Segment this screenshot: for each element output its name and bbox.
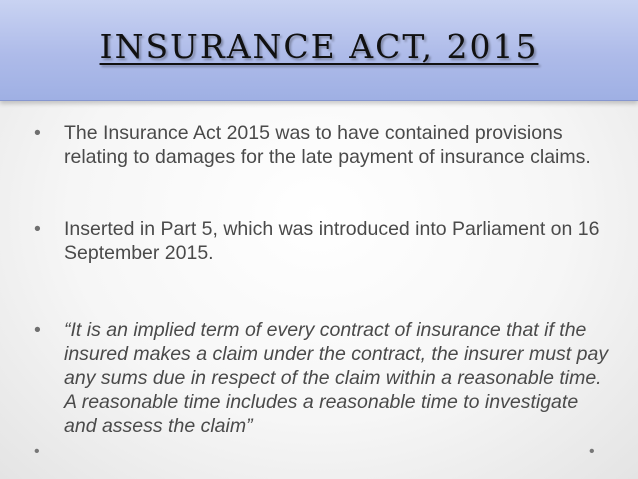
bullet-item [34,121,609,169]
bottom-left-dot-icon: • [34,443,40,460]
bullet-text: The Insurance Act 2015 was to have contained provisions relating to damages for the late payment of insurance claims. [64,122,591,168]
quote-bullet-item [34,318,609,438]
title-bar [0,0,638,101]
bullet-item [34,217,609,265]
bullet-icon: • [34,218,41,240]
bottom-right-dot-icon: • [589,443,595,460]
slide-title: INSURANCE ACT, 2015 [99,27,539,66]
bullet-icon: • [34,122,41,144]
bullet-icon: • [34,319,41,341]
bullet-text: Inserted in Part 5, which was introduced into Parliament on 16 September 2015. [64,218,600,264]
quote-text: “It is an implied term of every contract of insurance that if the insured makes a claim under the contract, the insurer must pay any sums due in respect of the claim within a reasonable time. A reasonable time includes a reasonable time to investigate and assess the claim” [64,319,609,437]
